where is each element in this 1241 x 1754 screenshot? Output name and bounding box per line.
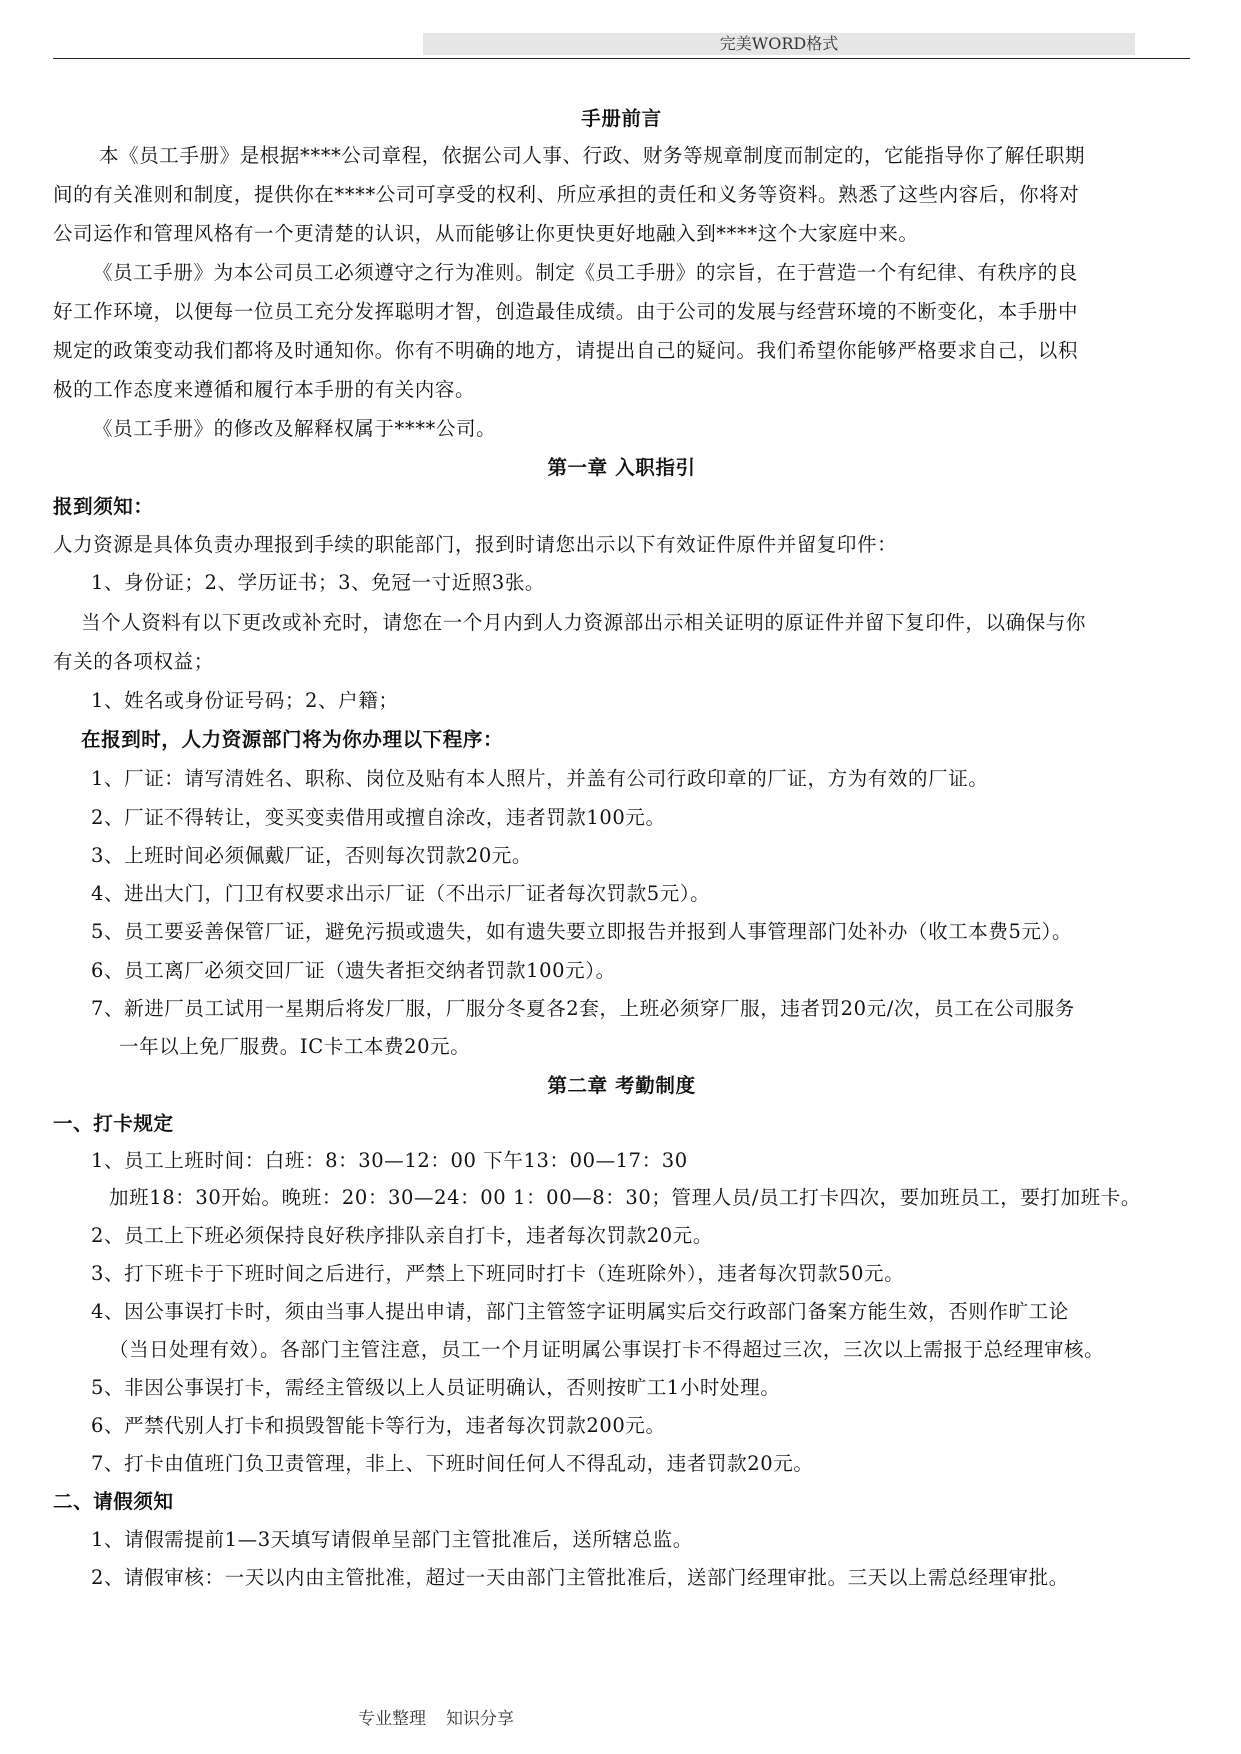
clock-in-item: 1、员工上班时间：白班：8：30—12：00 下午13：00—17：30 xyxy=(91,1149,688,1172)
report-intro: 人力资源是具体负责办理报到手续的职能部门，报到时请您出示以下有效证件原件并留复印件： xyxy=(53,533,898,556)
clock-in-item-continued: 加班18：30开始。晚班：20：30—24：00 1：00—8：30；管理人员/员工打卡四次，要加班员工，要打加班卡。 xyxy=(109,1186,1141,1209)
required-docs: 1、身份证；2、学历证书；3、免冠一寸近照3张。 xyxy=(91,571,546,594)
preface-p2-line-3: 规定的政策变动我们都将及时通知你。你有不明确的地方，请提出自己的疑问。我们希望你能够严格要求自己，以积 xyxy=(53,339,1079,362)
procedure-item: 6、员工离厂必须交回厂证（遗失者拒交纳者罚款100元）。 xyxy=(91,959,616,982)
leave-item: 1、请假需提前1—3天填写请假单呈部门主管批准后，送所辖总监。 xyxy=(91,1528,693,1551)
chapter1-title: 第一章 入职指引 xyxy=(547,456,696,479)
preface-p3: 《员工手册》的修改及解释权属于****公司。 xyxy=(93,417,497,440)
header-divider xyxy=(53,58,1190,59)
clock-in-item: 2、员工上下班必须保持良好秩序排队亲自打卡，违者每次罚款20元。 xyxy=(91,1224,713,1247)
preface-p2-line-1: 《员工手册》为本公司员工必须遵守之行为准则。制定《员工手册》的宗旨，在于营造一个有纪律、有秩序的良 xyxy=(93,261,1078,284)
procedure-item: 7、新进厂员工试用一星期后将发厂服，厂服分冬夏各2套，上班必须穿厂服，违者罚20元/次，员工在公司服务 xyxy=(91,997,1075,1020)
procedure-item: 5、员工要妥善保管厂证，避免污损或遗失，如有遗失要立即报告并报到人事管理部门处补办（收工本费5元）。 xyxy=(91,920,1073,943)
change-items: 1、姓名或身份证号码；2、户籍； xyxy=(91,689,399,712)
leave-item: 2、请假审核：一天以内由主管批准，超过一天由部门主管批准后，送部门经理审批。三天以上需总经理审批。 xyxy=(91,1566,1069,1589)
procedure-item: 1、厂证：请写清姓名、职称、岗位及贴有本人照片，并盖有公司行政印章的厂证，方为有效的厂证。 xyxy=(91,767,989,790)
procedure-item: 4、进出大门，门卫有权要求出示厂证（不出示厂证者每次罚款5元）。 xyxy=(91,882,711,905)
preface-p2-line-2: 好工作环境，以便每一位员工充分发挥聪明才智，创造最佳成绩。由于公司的发展与经营环境的不断变化，本手册中 xyxy=(53,300,1079,323)
clock-in-item: 5、非因公事误打卡，需经主管级以上人员证明确认，否则按旷工1小时处理。 xyxy=(91,1376,781,1399)
page-footer xyxy=(358,1704,514,1729)
procedure-item: 2、厂证不得转让，变买变卖借用或擅自涂改，违者罚款100元。 xyxy=(91,806,666,829)
chapter2-title: 第二章 考勤制度 xyxy=(547,1074,696,1097)
clock-in-item: 7、打卡由值班门负卫责管理，非上、下班时间任何人不得乱动，违者罚款20元。 xyxy=(91,1452,814,1475)
leave-heading: 二、请假须知 xyxy=(53,1490,174,1513)
change-text-line-1: 当个人资料有以下更改或补充时，请您在一个月内到人力资源部出示相关证明的原证件并留下复印件，以确保与你 xyxy=(81,611,1087,634)
procedure-heading: 在报到时，人力资源部门将为你办理以下程序： xyxy=(81,728,504,751)
preface-p2-line-4: 极的工作态度来遵循和履行本手册的有关内容。 xyxy=(53,378,476,401)
clock-in-item-continued: （当日处理有效）。各部门主管注意，员工一个月证明属公事误打卡不得超过三次，三次以上需报于总经理审核。 xyxy=(109,1338,1105,1361)
clock-in-item: 4、因公事误打卡时，须由当事人提出申请，部门主管签字证明属实后交行政部门备案方能生效，否则作旷工论 xyxy=(91,1300,1069,1323)
preface-p1-line-2: 间的有关准则和制度，提供你在****公司可享受的权利、所应承担的责任和义务等资料。熟悉了这些内容后，你将对 xyxy=(53,183,1080,206)
clock-in-item: 3、打下班卡于下班时间之后进行，严禁上下班同时打卡（连班除外），违者每次罚款50元。 xyxy=(91,1262,905,1285)
clock-in-heading: 一、打卡规定 xyxy=(53,1112,174,1135)
preface-p1-line-1: 本《员工手册》是根据****公司章程，依据公司人事、行政、财务等规章制度而制定的，它能指导你了解任职期 xyxy=(99,144,1086,167)
preface-p1-line-3: 公司运作和管理风格有一个更清楚的认识，从而能够让你更快更好地融入到****这个大家庭中来。 xyxy=(53,222,919,245)
procedure-item-continued: 一年以上免厂服费。IC卡工本费20元。 xyxy=(119,1035,471,1058)
page-header: 完美WORD格式 xyxy=(423,33,1135,55)
footer-left: 专业整理 xyxy=(358,1709,426,1729)
change-text-line-2: 有关的各项权益； xyxy=(53,650,214,673)
procedure-item: 3、上班时间必须佩戴厂证，否则每次罚款20元。 xyxy=(91,844,533,867)
clock-in-item: 6、严禁代别人打卡和损毁智能卡等行为，违者每次罚款200元。 xyxy=(91,1414,666,1437)
preface-title: 手册前言 xyxy=(581,107,662,130)
report-heading: 报到须知： xyxy=(53,495,154,518)
footer-right: 知识分享 xyxy=(446,1709,514,1729)
